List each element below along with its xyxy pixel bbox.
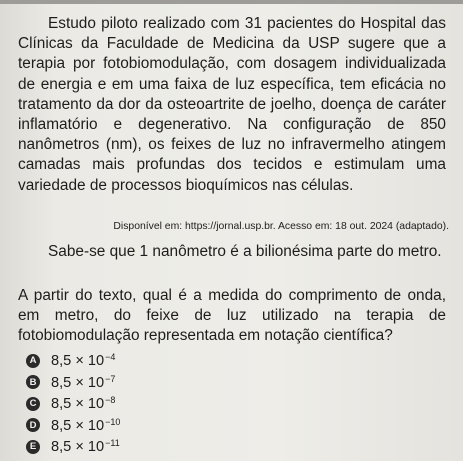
top-divider (0, 0, 463, 4)
exponent: −11 (105, 438, 120, 449)
mantissa: 8,5 × 10 (51, 396, 105, 413)
alternative-b[interactable] (26, 372, 120, 394)
alternative-a[interactable] (26, 350, 120, 372)
mantissa: 8,5 × 10 (51, 374, 105, 391)
alternative-e-value (51, 438, 120, 455)
info-paragraph: Sabe-se que 1 nanômetro é a bilionésima parte do metro. (48, 243, 442, 260)
question-text: A partir do texto, qual é a medida do comprimento de onda, em metro, do feixe de luz utilizado na terapia de fotobiomodulação representada em notação científica? (18, 287, 446, 345)
alternative-d[interactable] (26, 415, 120, 437)
alternative-a-value (51, 352, 115, 369)
alternative-b-value (51, 374, 115, 391)
alternative-c-value (51, 395, 115, 412)
alternative-e[interactable] (26, 436, 120, 458)
source-citation: Disponível em: https://jornal.usp.br. Acesso em: 18 out. 2024 (adaptado). (113, 221, 449, 232)
exponent: −7 (105, 373, 116, 384)
mantissa: 8,5 × 10 (51, 439, 105, 456)
letter-badge-d: D (26, 418, 40, 432)
alternative-c[interactable] (26, 393, 120, 415)
mantissa: 8,5 × 10 (51, 417, 105, 434)
mantissa: 8,5 × 10 (51, 353, 105, 370)
exponent: −8 (105, 395, 116, 406)
letter-badge-b: B (26, 375, 40, 389)
letter-badge-c: C (26, 397, 40, 411)
intro-paragraph: Estudo piloto realizado com 31 pacientes do Hospital das Clínicas da Faculdade de Medicina da USP sugere que a terapia por fotobiomodulação, com dosagem individualizada de energia e em uma faixa de luz específica, tem eficácia no tratamento da dor da osteoartrite de joelho, doença de caráter inflamatório e degenerativo. Na configuração de 850 nanômetros (nm), os feixes de luz no infravermelho atingem camadas mais profundas dos tecidos e estimulam uma variedade de processos bioquímicos nas células. (18, 15, 446, 194)
alternative-d-value (51, 417, 120, 434)
letter-badge-e: E (26, 440, 40, 454)
exponent: −10 (105, 416, 121, 427)
letter-badge-a: A (26, 354, 40, 368)
alternatives-list (26, 350, 120, 458)
exponent: −4 (105, 352, 116, 363)
